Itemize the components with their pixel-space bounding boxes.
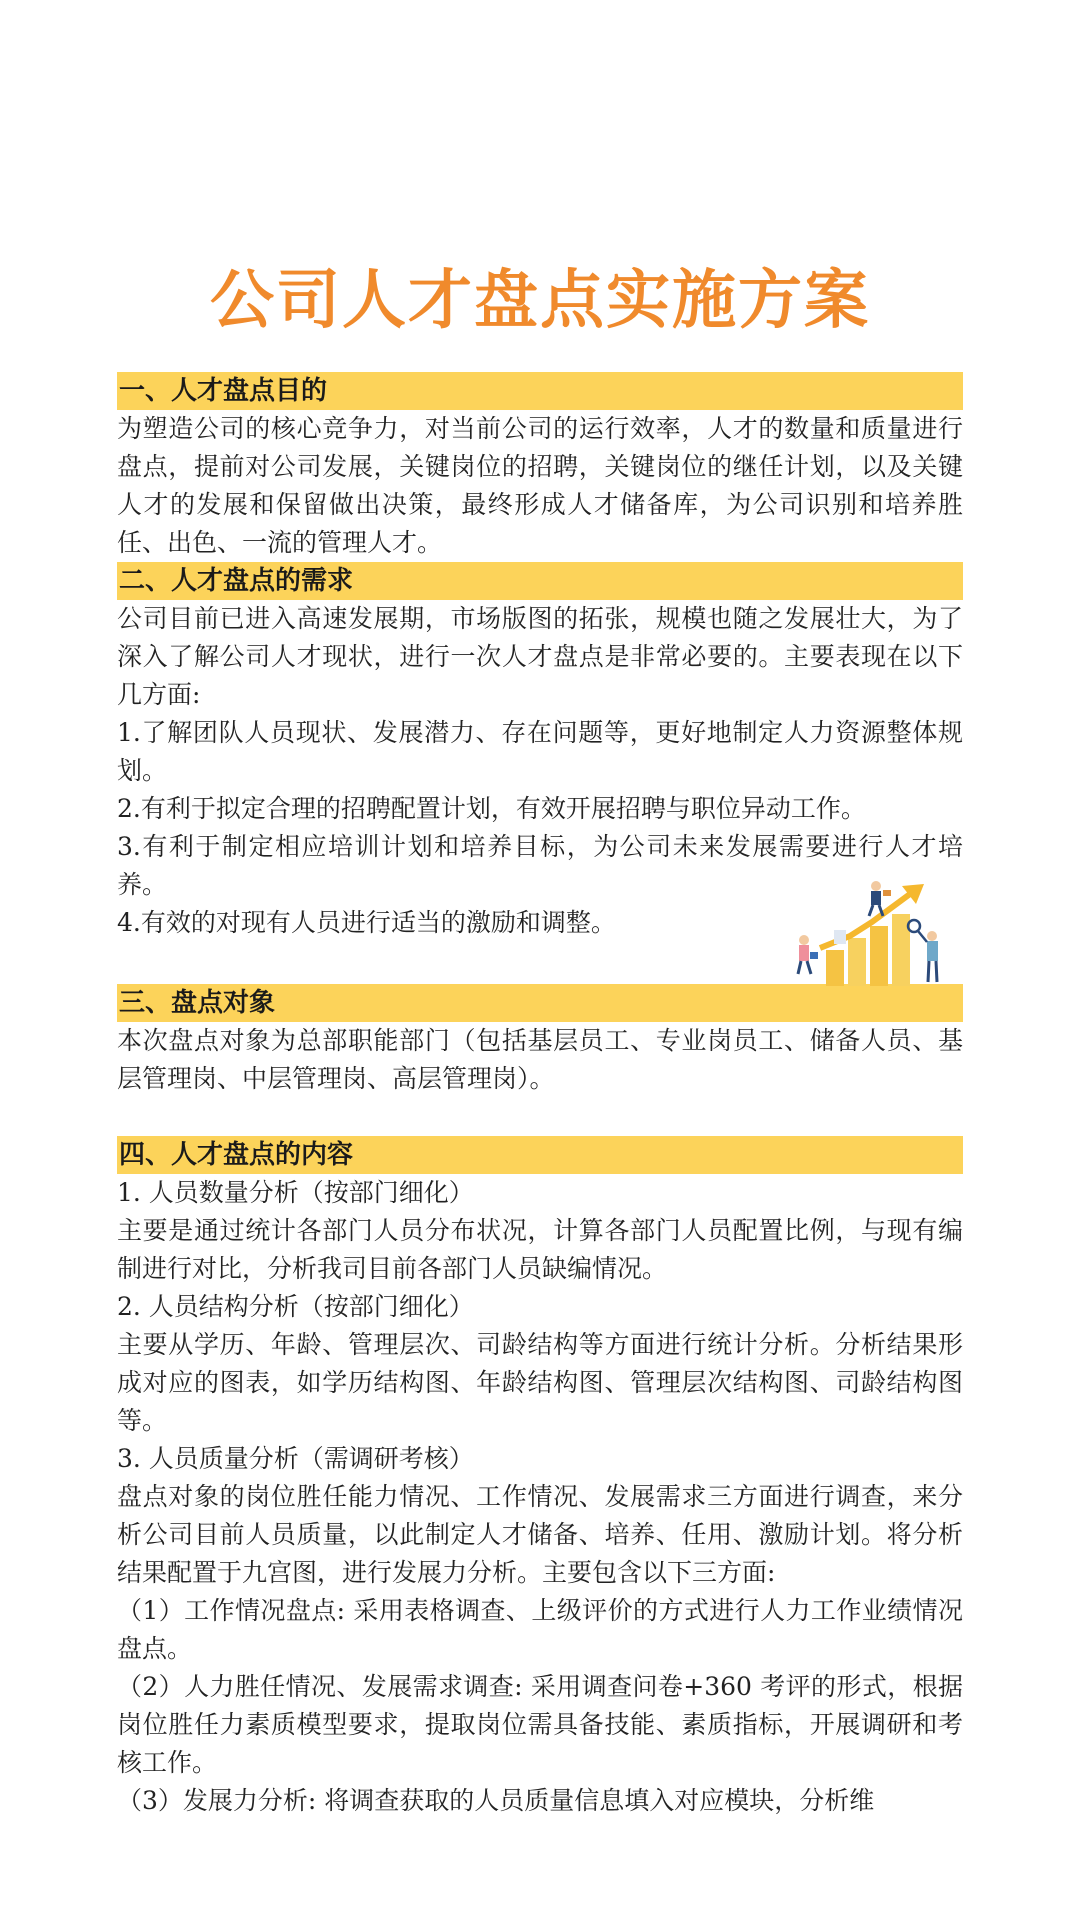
targets-paragraph: 本次盘点对象为总部职能部门（包括基层员工、专业岗员工、储备人员、基层管理岗、中层管理岗、高层管理岗）。 [117,1026,963,1093]
needs-item-4: 4.有效的对现有人员进行适当的激励和调整。 [117,908,616,937]
content-subtitle-quality: 3. 人员质量分析（需调研考核） [117,1444,474,1473]
section-heading-targets: 三、盘点对象 [117,984,963,1022]
content-text-quantity: 主要是通过统计各部门人员分布状况，计算各部门人员配置比例，与现有编制进行对比，分析我司目前各部门人员缺编情况。 [117,1216,963,1283]
content-subtitle-structure: 2. 人员结构分析（按部门细化） [117,1292,474,1321]
section-heading-purpose: 一、人才盘点目的 [117,372,963,410]
document-body [117,372,963,1820]
content-text-structure: 主要从学历、年龄、管理层次、司龄结构等方面进行统计分析。分析结果形成对应的图表，如学历结构图、年龄结构图、管理层次结构图、司龄结构图等。 [117,1330,963,1435]
content-text-quality: 盘点对象的岗位胜任能力情况、工作情况、发展需求三方面进行调查，来分析公司目前人员质量，以此制定人才储备、培养、任用、激励计划。将分析结果配置于九宫图，进行发展力分析。主要包含以下三方面: [117,1482,963,1587]
needs-item-1: 1.了解团队人员现状、发展潜力、存在问题等，更好地制定人力资源整体规划。 [117,718,963,785]
business-growth-illustration-icon [790,878,950,988]
section-heading-content: 四、人才盘点的内容 [117,1136,963,1174]
page-title: 公司人才盘点实施方案 [210,264,870,338]
quality-sub-item-1: （1）工作情况盘点: 采用表格调查、上级评价的方式进行人力工作业绩情况盘点。 [117,1596,963,1663]
content-subtitle-quantity: 1. 人员数量分析（按部门细化） [117,1178,474,1207]
needs-item-3: 3.有利于制定相应培训计划和培养目标，为公司未来发展需要进行人才培养。 [117,832,963,899]
quality-sub-item-2: （2）人力胜任情况、发展需求调查: 采用调查问卷+360 考评的形式，根据岗位胜任力素质模型要求，提取岗位需具备技能、素质指标，开展调研和考核工作。 [117,1672,963,1777]
needs-paragraph: 公司目前已进入高速发展期，市场版图的拓张，规模也随之发展壮大，为了深入了解公司人才现状，进行一次人才盘点是非常必要的。主要表现在以下几方面: [117,604,963,709]
section-heading-needs: 二、人才盘点的需求 [117,562,963,600]
quality-sub-item-3: （3）发展力分析: 将调查获取的人员质量信息填入对应模块，分析维 [117,1786,875,1815]
needs-item-2: 2.有利于拟定合理的招聘配置计划，有效开展招聘与职位异动工作。 [117,794,866,823]
purpose-paragraph: 为塑造公司的核心竞争力，对当前公司的运行效率，人才的数量和质量进行盘点，提前对公司发展，关键岗位的招聘，关键岗位的继任计划，以及关键人才的发展和保留做出决策，最终形成人才储备库，为公司识别和培养胜任、出色、一流的管理人才。 [117,414,963,557]
